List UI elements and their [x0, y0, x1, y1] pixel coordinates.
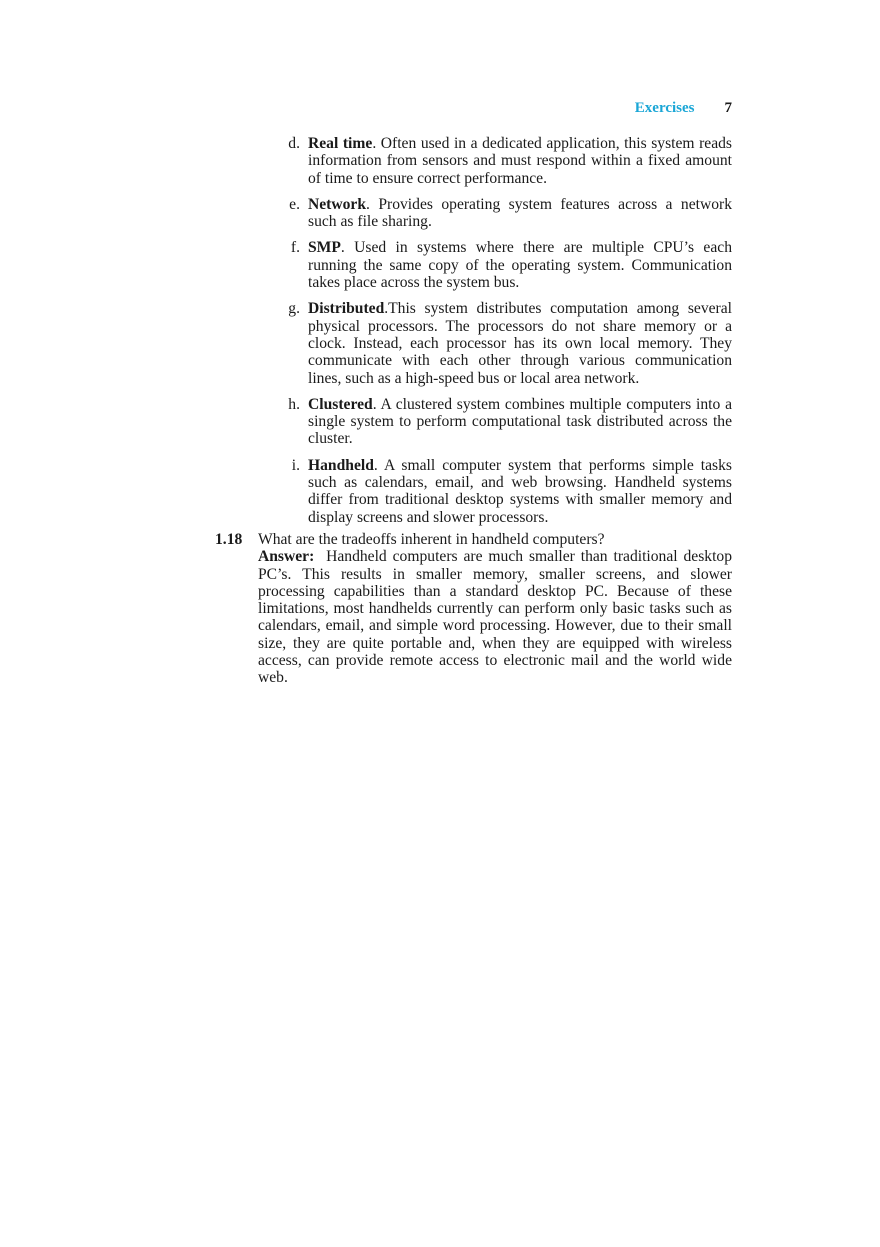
question-body	[258, 531, 732, 687]
item-text: . A small computer system that performs simple tasks such as calendars, email, and web browsing. Handheld systems differ from traditional desktop systems with smaller memory and display screens and slower processors.	[308, 456, 732, 526]
section-title: Exercises	[634, 100, 695, 116]
item-text: . Often used in a dedicated application, this system reads information from sensors and must respond within a fixed amount of time to ensure correct performance.	[308, 135, 732, 187]
item-term: SMP	[308, 239, 341, 257]
item-term: Network	[308, 195, 367, 213]
item-letter: d.	[288, 135, 300, 152]
item-letter: f.	[290, 239, 300, 257]
item-term: Real time	[308, 135, 373, 152]
page-number: 7	[724, 100, 732, 116]
item-letter: g.	[288, 300, 300, 318]
answer-label: Answer:	[258, 548, 315, 566]
answer-paragraph	[258, 548, 732, 686]
system-types-list	[270, 135, 732, 535]
item-text: . Used in systems where there are multiple CPU’s each running the same copy of the operating system. Communication takes place across the system bus.	[308, 239, 732, 292]
item-text: . A clustered system combines multiple computers into a single system to perform computational task distributed across the cluster.	[308, 395, 732, 448]
question-text: What are the tradeoffs inherent in handheld computers?	[258, 531, 605, 548]
question-block	[215, 531, 732, 687]
item-term: Clustered	[308, 395, 373, 413]
list-item	[270, 300, 732, 386]
answer-text: Handheld computers are much smaller than traditional desktop PC’s. This results in smaller memory, smaller screens, and slower processing capabilities than a standard desktop PC. Because of these limitations, most handhelds currently can perform only basic tasks such as calendars, email, and simple word processing. However, due to their small size, they are quite portable and, when they are equipped with wireless access, can provide remote access to electronic mail and the world wide web.	[258, 548, 732, 687]
item-text: . Provides operating system features across a network such as file sharing.	[308, 195, 732, 231]
item-letter: h.	[288, 395, 300, 413]
item-text: .This system distributes computation among several physical processors. The processors do not share memory or a clock. Instead, each processor has its own local memory. They communicate with each other through various communication lines, such as a high-speed bus or local area network.	[308, 300, 732, 387]
item-term: Handheld	[308, 456, 374, 474]
running-head	[635, 100, 732, 117]
item-letter: e.	[289, 195, 300, 213]
list-item	[270, 396, 732, 448]
list-item	[270, 457, 732, 526]
item-letter: i.	[291, 456, 300, 474]
list-item	[270, 135, 732, 187]
list-item	[270, 239, 732, 291]
question-number: 1.18	[215, 531, 243, 548]
list-item	[270, 196, 732, 231]
item-term: Distributed	[308, 300, 385, 318]
